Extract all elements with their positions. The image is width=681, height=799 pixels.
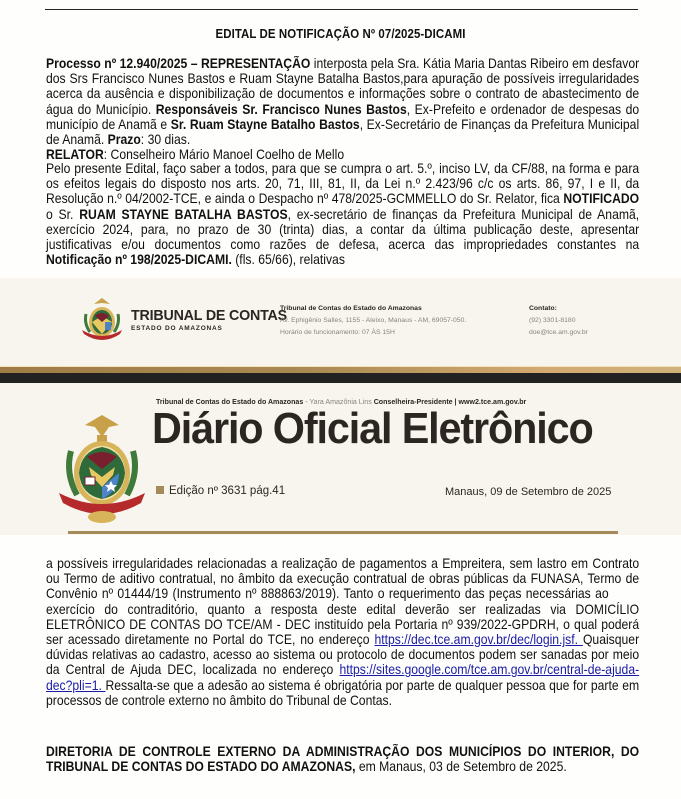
paragraph-process — [46, 56, 639, 162]
relator-label: RELATOR — [46, 147, 104, 163]
continuation-text-2: Quaisquer dúvidas relativas ao cadastro, acesso ao sistema ou protocolo de documentos podem ser sanadas por meio da Central de Ajuda DEC, localizada no endereço — [46, 632, 640, 678]
dark-divider-bar — [0, 373, 681, 383]
footer-brand-name: TRIBUNAL DE CONTAS — [131, 307, 287, 324]
footer-contact — [529, 303, 588, 339]
responsible-1: Responsáveis Sr. Francisco Nunes Bastos — [155, 101, 407, 117]
edition-text: Edição nº 3631 pág.41 — [169, 485, 286, 497]
prazo-value: : 30 dias. — [140, 132, 191, 148]
masthead — [0, 383, 681, 535]
continuation-text-1b: exercício do contraditório, quanto a resposta deste edital deverão ser realizadas via DOMICÍLIO ELETRÔNICO DE CONTAS DO TCE/AM - DEC instituído pela Portaria nº 939/2022-GPDRH, o qual poderá ser acessado diretamente no Portal do TCE, no endereço — [46, 601, 640, 648]
footer-brand-sub: ESTADO DO AMAZONAS — [131, 325, 223, 332]
masthead-president-role: Conselheira-Presidente | www2.tce.am.gov.br — [371, 397, 527, 406]
notification-text-1: Pelo presente Edital, faço saber a todos, para que se cumpra o art. 5.º, inciso LV, da CF/88, na forma e para os efeitos legais do disposto nos arts. 20, 71, III, 81, II, da Lei n.º 2.423/96 c/c os arts. 86, 97, I e II, da Resolução n.º 04/2002-TCE, e ainda o Despacho nº 478/2025-GCMMELLO do Sr. Relator, fica — [46, 161, 640, 207]
masthead-edition — [156, 485, 285, 497]
document-title: EDITAL DE NOTIFICAÇÃO Nº 07/2025-DICAMI — [215, 26, 466, 41]
masthead-separator: - — [303, 397, 310, 406]
footer-phone: (92) 3301-8180 — [529, 317, 576, 324]
notification-text-4: (fls. 65/66), relativas — [231, 252, 345, 268]
responsible-1-text: , Ex-Prefeito e ordenador de despesas do município de Anamã e — [46, 101, 640, 132]
masthead-president-name: Yara Amazônia Lins — [309, 397, 372, 406]
paragraph-signature — [46, 744, 639, 774]
paragraph-continuation — [46, 556, 639, 708]
masthead-date: Manaus, 09 de Setembro de 2025 — [445, 486, 612, 498]
top-rule — [45, 9, 638, 10]
page-footer — [0, 278, 681, 366]
footer-hours: Horário de funcionamento: 07 ÀS 15H — [280, 329, 395, 336]
edition-square-icon — [156, 486, 164, 494]
dec-login-link[interactable]: https://dec.tce.am.gov.br/dec/login.jsf. — [374, 632, 583, 648]
masthead-org: Tribunal de Contas do Estado do Amazonas — [156, 397, 304, 406]
signature-date: em Manaus, 03 de Setembro de 2025. — [355, 759, 567, 775]
notificado-label: NOTIFICADO — [563, 191, 640, 207]
paragraph-notification — [46, 161, 639, 267]
notification-text-2: o Sr. — [46, 206, 80, 222]
notification-text-3: , ex-secretário de finanças da Prefeitura Municipal de Anamã, exercício 2024, para, no prazo de 30 (trinta) dias, a contar da última publicação deste, apresentar justificativas e/ou documentos como razões de defesa, acerca das impropriedades constantes na — [46, 206, 640, 253]
process-text: interposta pela Sra. Kátia Maria Dantas Ribeiro em desfavor dos Srs Francisco Nunes Bastos e Ruam Stayne Batalha Bastos,para apuração de possíveis irregularidades acerca da ausência e disponibilização de documentos e informações sobre o contrato de abastecimento de água do Município. — [46, 56, 640, 117]
process-label: Processo nº 12.940/2025 – REPRESENTAÇÃO — [46, 56, 311, 71]
footer-info-title: Tribunal de Contas do Estado do Amazonas — [280, 305, 422, 312]
continuation-text-1: a possíveis irregularidades relacionadas a realização de pagamentos a Empreitera, sem lastro em Contrato ou Termo de aditivo contratual, no âmbito da execução contratual de obras públicas da FUNASA, Termo de Convênio nº 01444/19 (Instrumento nº 888863/2019). Tanto o requerimento das peças necessárias ao — [46, 556, 640, 602]
footer-info — [280, 303, 466, 339]
tce-seal-icon — [80, 296, 124, 346]
help-center-link[interactable]: https://sites.google.com/tce.am.gov.br/central-de-ajuda- — [339, 662, 640, 678]
masthead-rule — [68, 531, 618, 534]
responsible-2: Sr. Ruam Stayne Batalho Bastos — [170, 116, 360, 132]
responsible-2-text: , Ex-Secretário de Finanças da Prefeitura Municipal de Anamã. — [46, 116, 640, 148]
footer-email[interactable]: doe@tce.am.gov.br — [529, 329, 588, 336]
directorate-name: DIRETORIA DE CONTROLE EXTERNO DA ADMINISTRAÇÃO DOS MUNICÍPIOS DO INTERIOR, DO TRIBUNAL DE CONTAS DO ESTADO DO AMAZONAS, — [46, 744, 640, 775]
notificacao-ref: Notificação nº 198/2025-DICAMI. — [46, 252, 232, 268]
continuation-text-3: Ressalta-se que a adesão ao sistema é obrigatória por parte de qualquer pessoa que for parte em processos de controle externo no âmbito do Tribunal de Contas. — [46, 677, 640, 708]
footer-address: Av. Ephigênio Salles, 1155 - Aleixo, Manaus - AM, 69057-050. — [280, 317, 467, 324]
notified-name: RUAM STAYNE BATALHA BASTOS — [79, 206, 288, 222]
footer-contact-title: Contato: — [529, 305, 557, 312]
relator-value: : Conselheiro Mário Manoel Coelho de Mello — [103, 147, 345, 163]
prazo-label: Prazo — [107, 132, 141, 148]
footer-brand — [131, 307, 295, 332]
help-center-link-continued[interactable]: dec?pli=1. — [46, 677, 106, 693]
tce-coat-of-arms-icon — [57, 411, 147, 529]
masthead-title: Diário Oficial Eletrônico — [152, 404, 593, 453]
